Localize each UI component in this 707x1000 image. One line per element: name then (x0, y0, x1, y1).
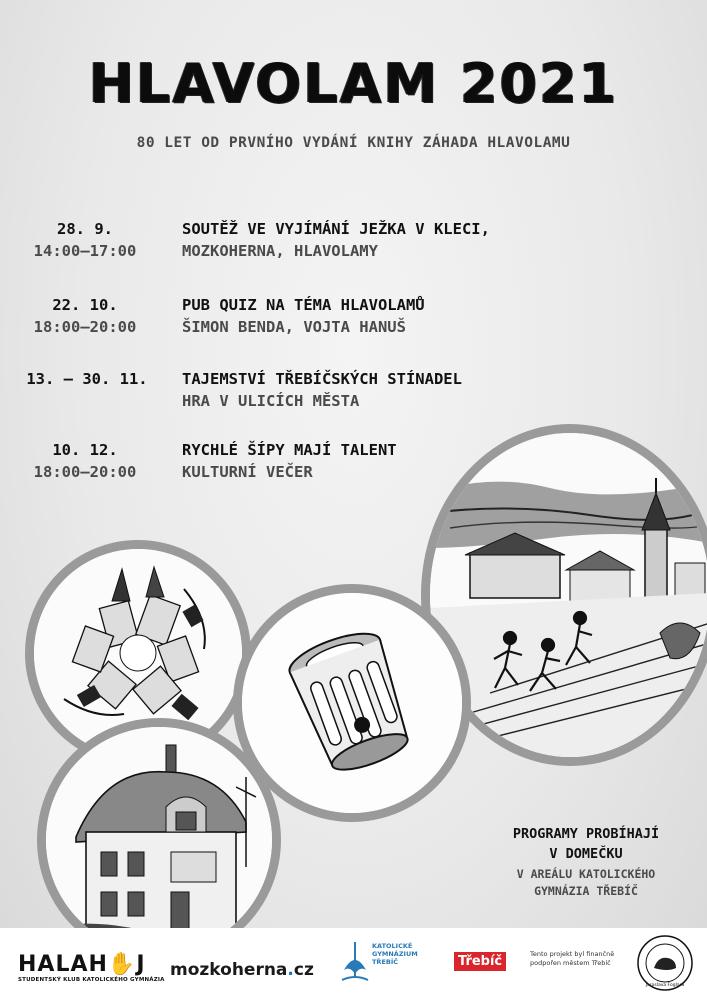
cage-puzzle-sketch (242, 593, 462, 813)
katolicke-gymnazium-logo (340, 940, 430, 996)
programs-line1: PROGRAMY PROBÍHAJÍ (512, 826, 660, 842)
event-item (0, 370, 707, 414)
seal-text: Jaroslava Foglara (645, 983, 685, 988)
programs-line2: V DOMEČKU (549, 846, 623, 862)
kg-text: KATOLICKÉ GYMNÁZIUM TŘEBÍČ (372, 942, 418, 966)
event-item (0, 220, 707, 264)
foglar-seal-icon (636, 934, 694, 992)
halahoj-tagline: STUDENTSKÝ KLUB KATOLICKÉHO GYMNÁZIA (18, 977, 165, 983)
event-date: 22. 10. (52, 296, 118, 314)
event-item (0, 296, 707, 340)
halahoj-logo (18, 952, 165, 983)
event-title: RYCHLÉ ŠÍPY MAJÍ TALENT (182, 441, 397, 459)
event-date: 10. 12. (52, 441, 118, 459)
event-title: SOUTĚŽ VE VYJÍMÁNÍ JEŽKA V KLECI, (182, 220, 490, 238)
event-date: 13. – 30. 11. (26, 370, 148, 388)
event-subtitle: ŠIMON BENDA, VOJTA HANUŠ (182, 318, 406, 336)
event-title: PUB QUIZ NA TÉMA HLAVOLAMŮ (182, 296, 425, 314)
town-sketch (430, 433, 707, 757)
event-time: 18:00–20:00 (33, 318, 137, 336)
event-title: TAJEMSTVÍ TŘEBÍČSKÝCH STÍNADEL (182, 370, 462, 388)
poster-title: HLAVOLAM 2021 (88, 52, 619, 115)
event-time: 18:00–20:00 (33, 463, 137, 481)
villa-sketch (46, 727, 272, 953)
programs-line4: GYMNÁZIA TŘEBÍČ (534, 884, 638, 898)
mozkoherna-link[interactable]: mozkoherna.cz (170, 960, 314, 980)
sponsor-footer (0, 928, 707, 1000)
halahoj-wordmark: HALAH✋J (18, 952, 146, 977)
event-time: 14:00–17:00 (33, 242, 137, 260)
event-subtitle: KULTURNÍ VEČER (182, 463, 313, 481)
poster-subtitle: 80 LET OD PRVNÍHO VYDÁNÍ KNIHY ZÁHADA HLAVOLAMU (136, 135, 571, 151)
programs-location (491, 866, 681, 900)
funding-note: Tento projekt byl finančně podpořen městem Třebíč (530, 950, 615, 967)
trebic-logo: Třebíč (454, 950, 506, 971)
programs-heading (491, 824, 681, 864)
event-date: 28. 9. (57, 220, 113, 238)
illustration-villa-circle (37, 718, 281, 962)
event-subtitle: MOZKOHERNA, HLAVOLAMY (182, 242, 378, 260)
programs-line3: V AREÁLU KATOLICKÉHO (516, 867, 656, 881)
wave-icon (340, 940, 370, 986)
event-subtitle: HRA V ULICÍCH MĚSTA (182, 392, 360, 410)
